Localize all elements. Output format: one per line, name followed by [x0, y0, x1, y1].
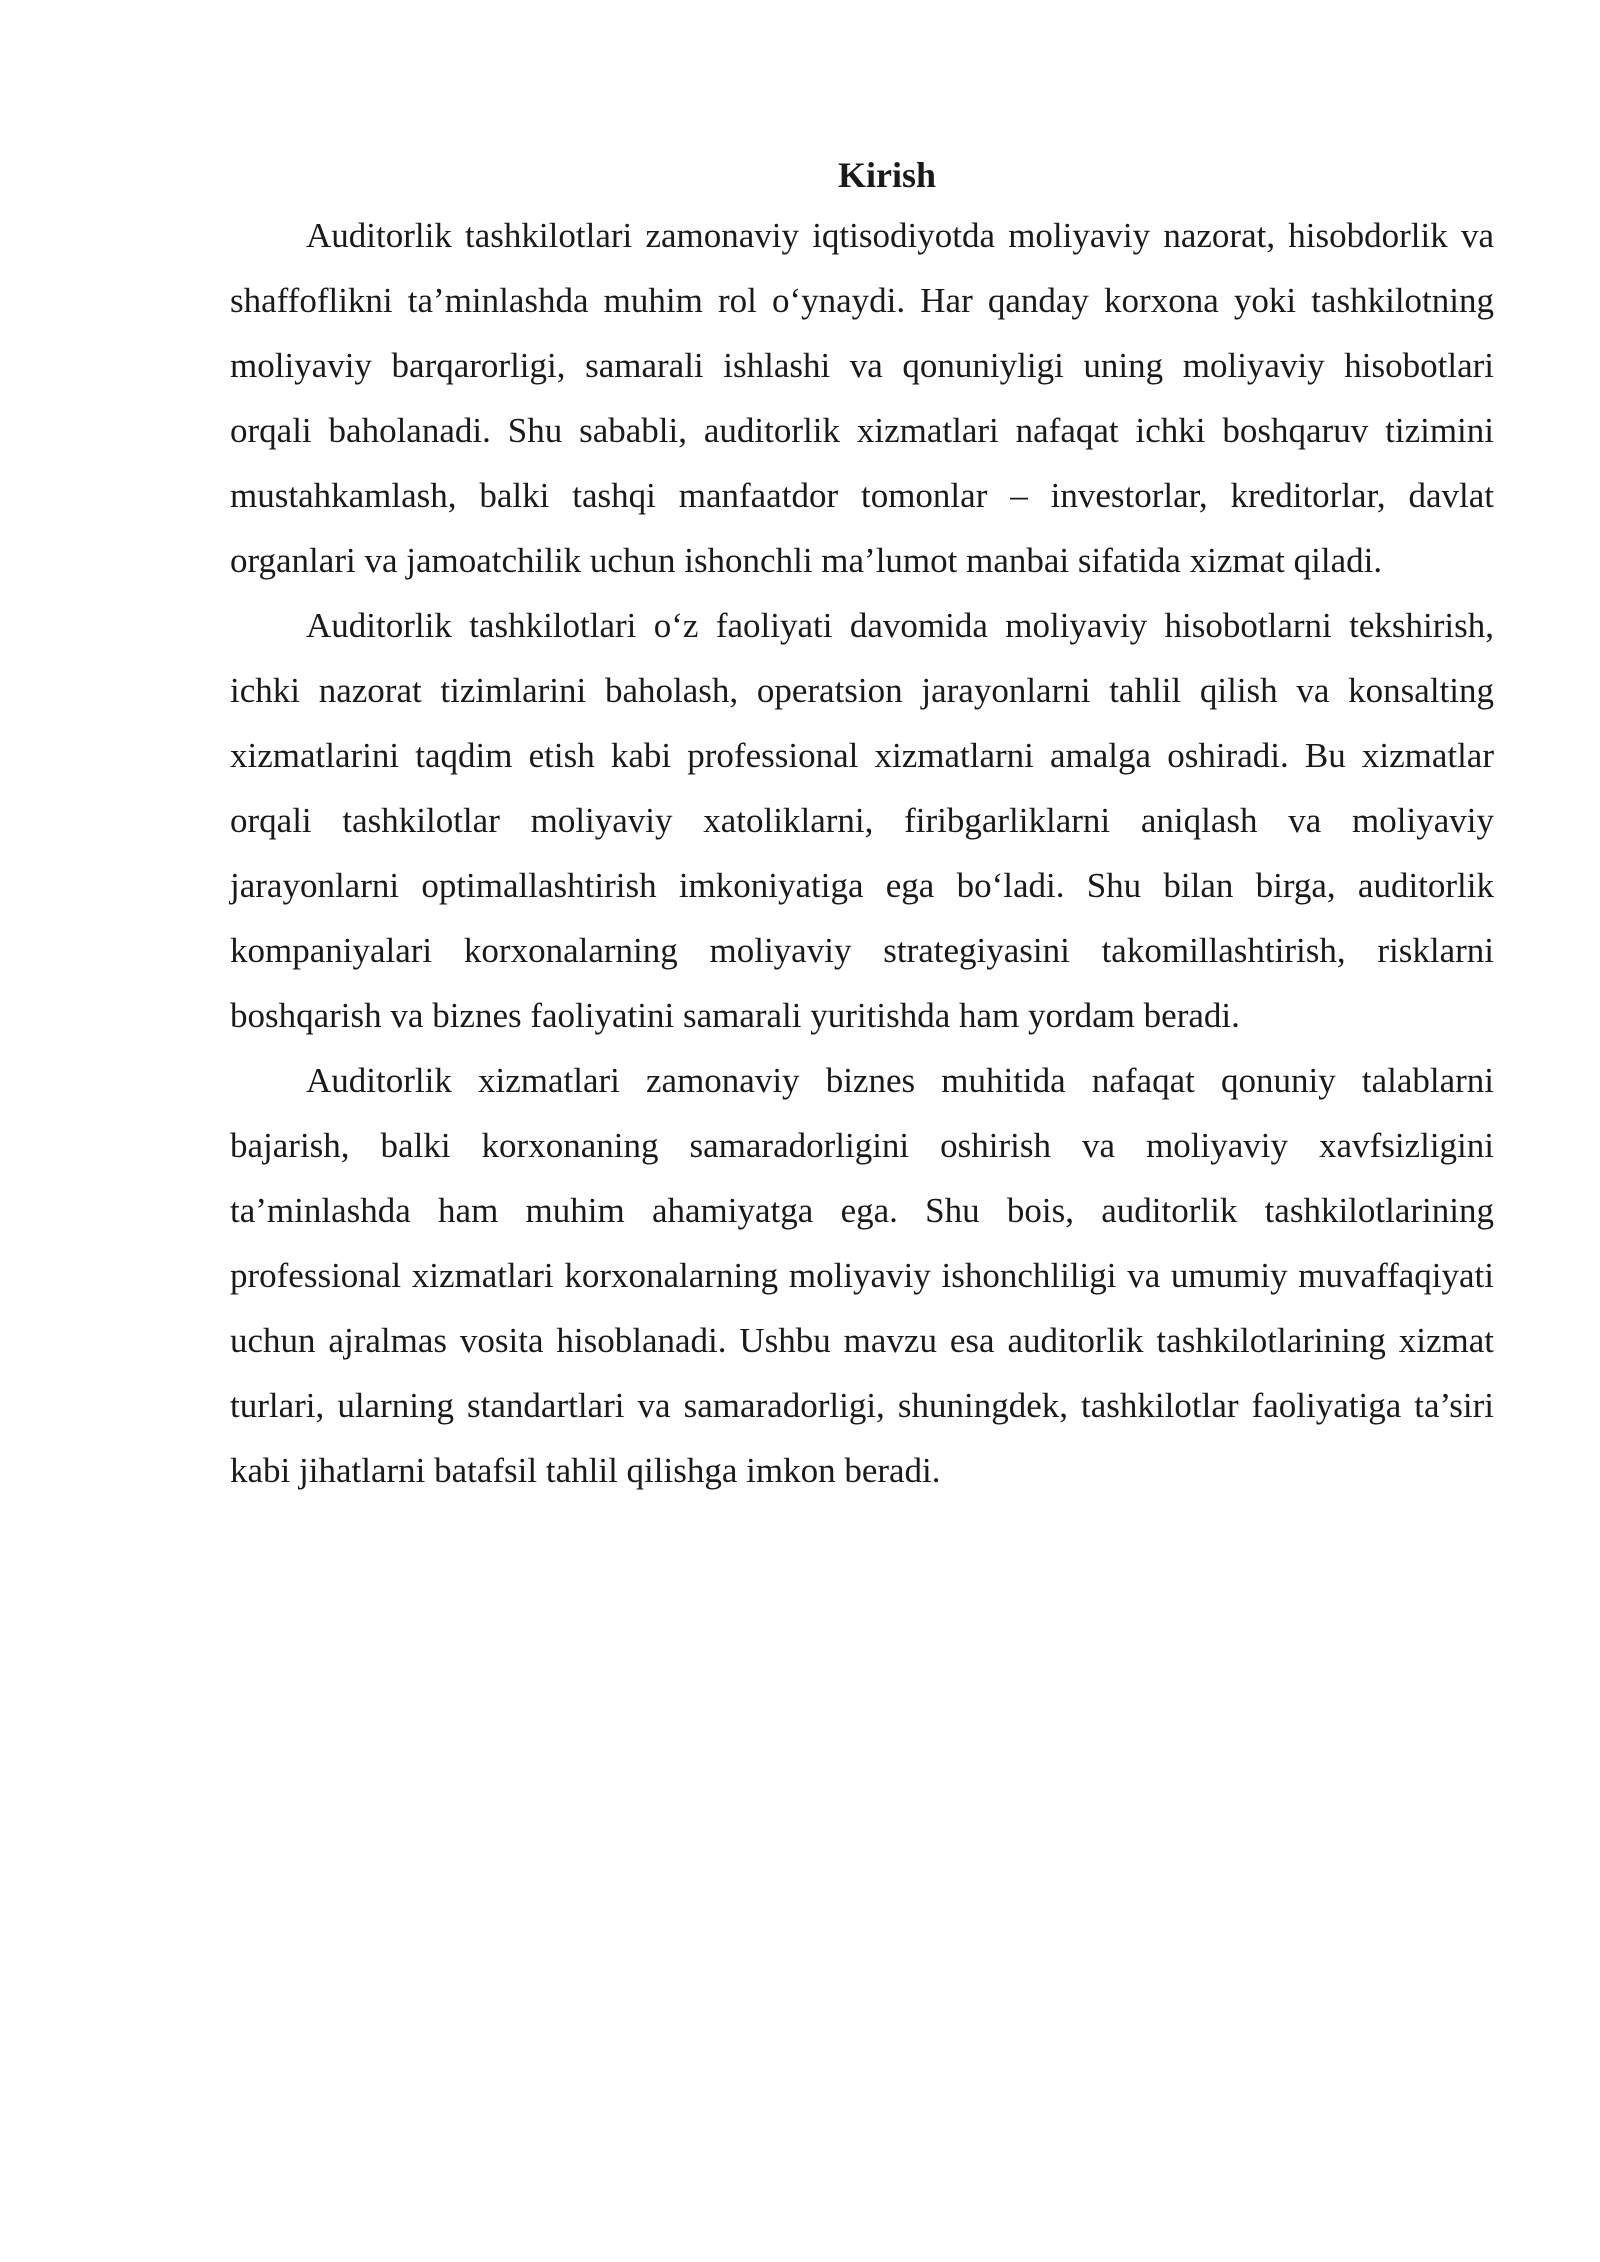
paragraph-1: Auditorlik tashkilotlari zamonaviy iqtisodiyotda moliyaviy nazorat, hisobdorlik va shaffoflikni ta’minlashda muhim rol o‘ynaydi. Har qanday korxona yoki tashkilotning moliyaviy barqarorligi, samarali ishlashi va qonuniyligi uning moliyaviy hisobotlari orqali baholanadi. Shu sababli, auditorlik xizmatlari nafaqat ichki boshqaruv tizimini mustahkamlash, balki tashqi manfaatdor tomonlar – investorlar, kreditorlar, davlat organlari va jamoatchilik uchun ishonchli ma’lumot manbai sifatida xizmat qiladi.: [230, 216, 1494, 580]
page-title: Kirish: [837, 155, 936, 195]
paragraph-2: Auditorlik tashkilotlari o‘z faoliyati davomida moliyaviy hisobotlarni tekshirish, ichki nazorat tizimlarini baholash, operatsion jarayonlarni tahlil qilish va konsalting xizmatlarini taqdim etish kabi professional xizmatlarni amalga oshiradi. Bu xizmatlar orqali tashkilotlar moliyaviy xatoliklarni, firibgarliklarni aniqlash va moliyaviy jarayonlarni optimallashtirish imkoniyatiga ega bo‘ladi. Shu bilan birga, auditorlik kompaniyalari korxonalarning moliyaviy strategiyasini takomillashtirish, risklarni boshqarish va biznes faoliyatini samarali yuritishda ham yordam beradi.: [230, 606, 1494, 1035]
paragraph-3: Auditorlik xizmatlari zamonaviy biznes muhitida nafaqat qonuniy talablarni bajarish, balki korxonaning samaradorligini oshirish va moliyaviy xavfsizligini ta’minlashda ham muhim ahamiyatga ega. Shu bois, auditorlik tashkilotlarining professional xizmatlari korxonalarning moliyaviy ishonchliligi va umumiy muvaffaqiyati uchun ajralmas vosita hisoblanadi. Ushbu mavzu esa auditorlik tashkilotlarining xizmat turlari, ularning standartlari va samaradorligi, shuningdek, tashkilotlar faoliyatiga ta’siri kabi jihatlarni batafsil tahlil qilishga imkon beradi.: [230, 1061, 1494, 1490]
document-body: [230, 148, 1494, 1503]
